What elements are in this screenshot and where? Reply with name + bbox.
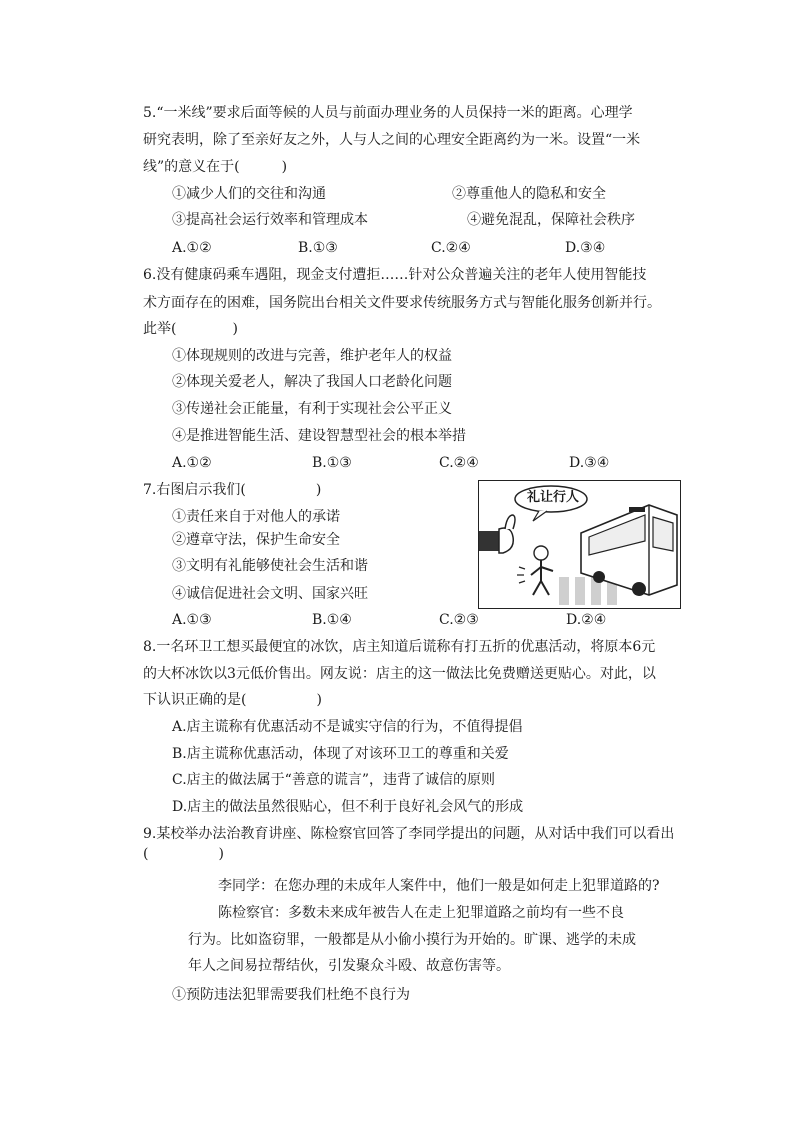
- q5-statement-3: ③提高社会运行效率和管理成本: [172, 212, 368, 228]
- q7-option-c: C.②③: [439, 612, 479, 628]
- q7-option-b: B.①④: [312, 612, 352, 628]
- q8-option-a: A.店主谎称有优惠活动不是诚实守信的行为，不值得提倡: [172, 719, 523, 735]
- q7-option-d: D.②④: [566, 612, 607, 628]
- q6-stem-line3: 此举( ): [143, 321, 238, 337]
- q6-option-c: C.②④: [439, 455, 479, 471]
- cartoon-caption: 礼让行人: [527, 490, 580, 505]
- q6-statement-2: ②体现关爱老人，解决了我国人口老龄化问题: [172, 374, 452, 390]
- q7-statement-2: ②遵章守法，保护生命安全: [172, 532, 340, 548]
- q9-stem-line2: ( ): [143, 846, 224, 862]
- q9-dialogue-prosecutor-1: 陈检察官：多数未来成年被告人在走上犯罪道路之前均有一些不良: [218, 905, 624, 921]
- q8-stem-line3: 下认识正确的是( ): [143, 692, 322, 708]
- q5-option-c: C.②④: [431, 240, 471, 256]
- q9-stem-line1: 9.某校举办法治教育讲座、陈检察官回答了李同学提出的问题，从对话中我们可以看出: [143, 826, 675, 842]
- q8-option-c: C.店主的做法属于“善意的谎言”，违背了诚信的原则: [172, 772, 495, 788]
- q5-stem-line3: 线”的意义在于( ): [143, 159, 288, 175]
- q6-option-a: A.①②: [172, 455, 212, 471]
- q7-statement-1: ①责任来自于对他人的承诺: [172, 509, 340, 525]
- q9-dialogue-student: 李同学：在您办理的未成年人案件中，他们一般是如何走上犯罪道路的?: [218, 878, 660, 894]
- q8-option-b: B.店主谎称优惠活动，体现了对该环卫工的尊重和关爱: [172, 746, 509, 762]
- q5-option-b: B.①③: [298, 240, 338, 256]
- q8-stem-line1: 8.一名环卫工想买最便宜的冰饮，店主知道后谎称有打五折的优惠活动，将原本6元: [143, 639, 656, 655]
- q7-stem-line1: 7.右图启示我们( ): [143, 482, 322, 498]
- q6-option-d: D.③④: [569, 455, 610, 471]
- q7-statement-3: ③文明有礼能够使社会生活和谐: [172, 558, 368, 574]
- q5-statement-2: ②尊重他人的隐私和安全: [452, 186, 606, 202]
- cartoon-illustration: [478, 480, 681, 609]
- q6-stem-line1: 6.没有健康码乘车遇阻，现金支付遭拒……针对公众普遍关注的老年人使用智能技: [143, 267, 647, 283]
- q5-stem-line2: 研究表明，除了至亲好友之外，人与人之间的心理安全距离约为一米。设置“一米: [143, 132, 641, 148]
- q6-stem-line2: 术方面存在的困难，国务院出台相关文件要求传统服务方式与智能化服务创新并行。: [143, 295, 661, 311]
- q8-stem-line2: 的大杯冰饮以3元低价售出。网友说：店主的这一做法比免费赠送更贴心。对此，以: [143, 666, 656, 682]
- q8-option-d: D.店主的做法虽然很贴心，但不利于良好礼会风气的形成: [172, 799, 524, 815]
- q5-option-d: D.③④: [565, 240, 606, 256]
- q6-statement-4: ④是推进智能生活、建设智慧型社会的根本举措: [172, 428, 466, 444]
- q7-option-a: A.①③: [172, 612, 212, 628]
- q6-statement-1: ①体现规则的改进与完善，维护老年人的权益: [172, 348, 452, 364]
- q9-dialogue-prosecutor-2: 行为。比如盗窃罪，一般都是从小偷小摸行为开始的。旷课、逃学的未成: [188, 932, 636, 948]
- q5-statement-1: ①减少人们的交往和沟通: [172, 186, 326, 202]
- q5-statement-4: ④避免混乱，保障社会秩序: [467, 212, 635, 228]
- q6-statement-3: ③传递社会正能量，有利于实现社会公平正义: [172, 401, 452, 417]
- q5-stem-line1: 5.“一米线”要求后面等候的人员与前面办理业务的人员保持一米的距离。心理学: [143, 105, 633, 121]
- q6-option-b: B.①③: [312, 455, 352, 471]
- q9-statement-1: ①预防违法犯罪需要我们杜绝不良行为: [172, 987, 410, 1003]
- q7-statement-4: ④诚信促进社会文明、国家兴旺: [172, 586, 368, 602]
- q5-option-a: A.①②: [172, 240, 212, 256]
- q9-dialogue-prosecutor-3: 年人之间易拉帮结伙，引发聚众斗殴、故意伤害等。: [188, 958, 510, 974]
